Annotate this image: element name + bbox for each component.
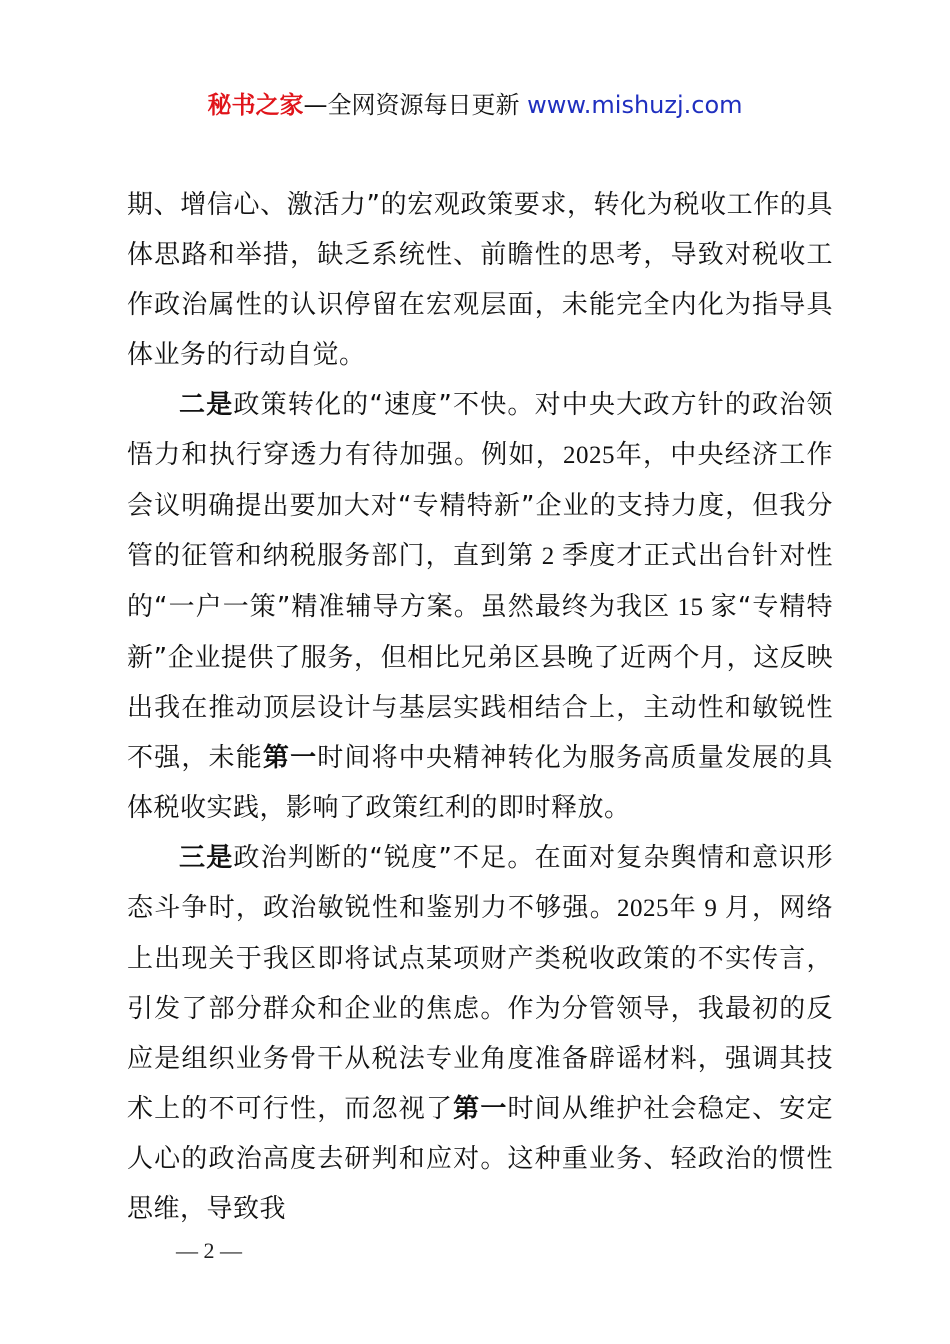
paragraph-3 (127, 833, 833, 1234)
paragraph-text: 时间从维护社会稳定、安定人心的政治高度去研判和应对。这种重业务、轻政治的惯性思维，导致我 (127, 1094, 833, 1224)
page-number: — 2 — (176, 1238, 242, 1263)
number-text: 2025 (616, 895, 669, 922)
paragraph-text: 政治判断的“锐度”不足。在面对复杂舆情和意识形态斗争时，政治敏锐性和鉴别力不够强。 (127, 843, 833, 923)
paragraph-text: 时间将中央精神转化为服务高质量发展的具体税收实践，影响了政策红利的即时释放。 (127, 743, 833, 823)
paragraph-1 (127, 180, 833, 380)
section-lead: 三是 (179, 843, 234, 873)
site-header (0, 88, 950, 122)
number-text: 2 (534, 543, 563, 570)
number-text: 9 (696, 895, 725, 922)
paragraph-text: 年 (668, 893, 697, 923)
section-lead: 二是 (179, 390, 234, 420)
paragraph-text: 政策转化的“速度”不快。对中央大政方针的政治领悟力和执行穿透力有待加强。例如， (127, 390, 833, 470)
number-text: 15 (670, 594, 711, 621)
site-brand: 秘书之家 (207, 91, 304, 119)
document-body (127, 180, 833, 1234)
paragraph-text: 月，网络上出现关于我区即将试点某项财产类税收政策的不实传言，引发了部分群众和企业的焦虑。作为分管领导，我最初的反应是组织业务骨干从税法专业角度准备辟谣材料，强调其技术上的不可行性，而忽视了 (127, 893, 833, 1124)
bold-text: 第一 (453, 1094, 508, 1124)
number-text: 2025 (562, 442, 615, 469)
paragraph-text: 年，中央经济工作会议明确提出要加大对“专精特新”企业的支持力度，但我分管的征管和纳税服务部门，直到第 (127, 440, 833, 571)
bold-text: 第一 (262, 743, 318, 773)
paragraph-text: 季度才正式出台针对性的“一户一策”精准辅导方案。虽然最终为我区 (127, 541, 833, 622)
paragraph-2 (127, 380, 833, 833)
paragraph-text: 期、增信心、激活力”的宏观政策要求，转化为税收工作的具体思路和举措，缺乏系统性、前瞻性的思考，导致对税收工作政治属性的认识停留在宏观层面，未能完全内化为指导具体业务的行动自觉。 (127, 190, 833, 370)
site-slogan: —全网资源每日更新 (303, 91, 520, 119)
paragraph-text: 家“专精特新”企业提供了服务，但相比兄弟区县晚了近两个月，这反映出我在推动顶层设计与基层实践相结合上，主动性和敏锐性不强，未能 (127, 592, 833, 773)
site-url-link[interactable]: www.mishuzj.com (527, 91, 743, 119)
